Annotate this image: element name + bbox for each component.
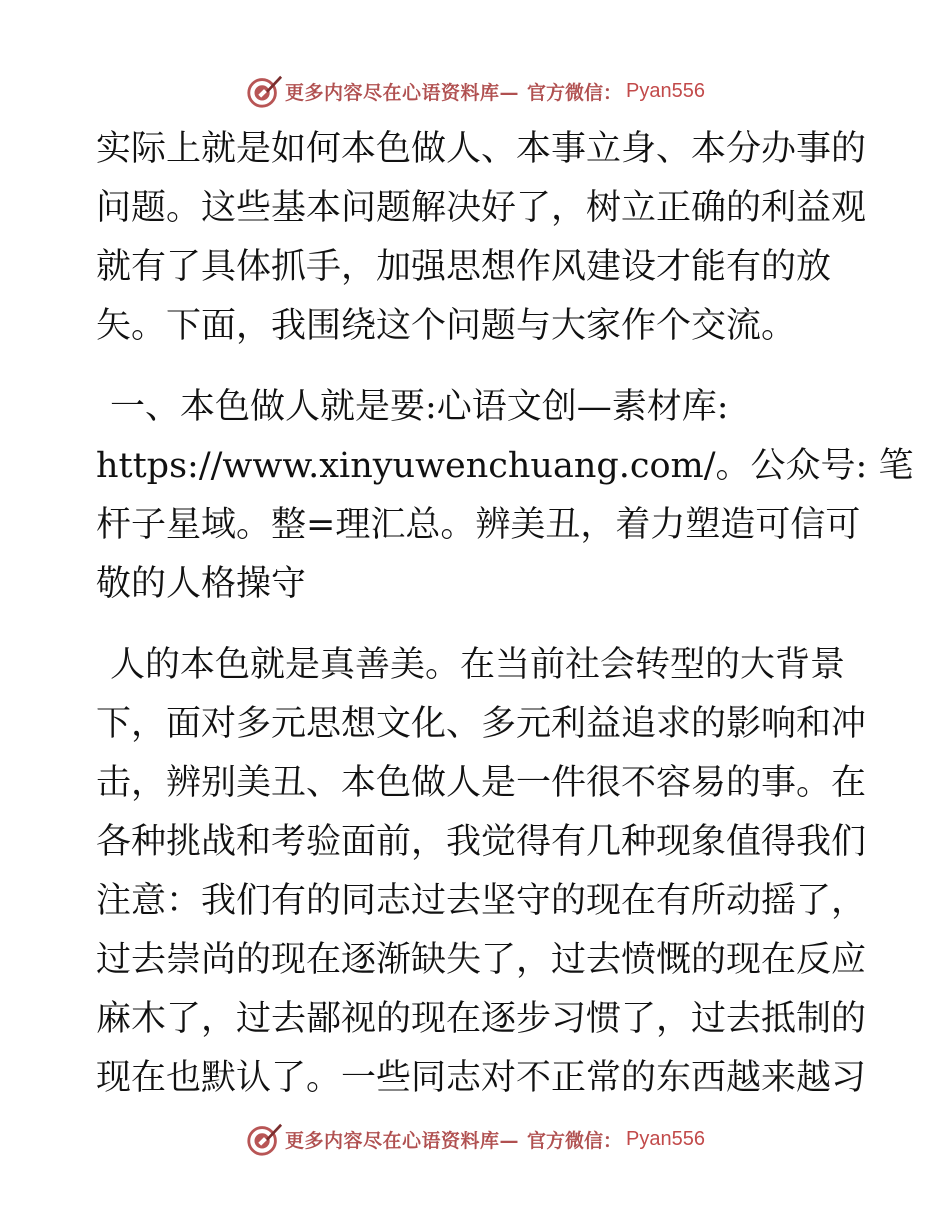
wechat-label: 官方微信： — [527, 1129, 623, 1152]
pen-logo-icon — [245, 1120, 283, 1158]
footer-banner — [0, 1119, 950, 1159]
text-line: 人的本色就是真善美。在当前社会转型的大背景 — [110, 645, 846, 685]
banner-text: 更多内容尽在心语资料库— — [285, 1129, 520, 1152]
text-line: https://www.xinyuwenchuang.com/。公众号: 笔 — [96, 446, 914, 486]
wechat-id: Pyan556 — [626, 79, 705, 102]
document-body — [96, 120, 914, 1108]
text-line: 击，辨别美丑、本色做人是一件很不容易的事。在 — [96, 763, 867, 803]
text-line: 问题。这些基本问题解决好了，树立正确的利益观 — [96, 188, 867, 228]
text-line: 就有了具体抓手，加强思想作风建设才能有的放 — [96, 247, 832, 287]
section-heading-1 — [96, 378, 914, 614]
paragraph-2 — [96, 636, 867, 1108]
text-line: 麻木了，过去鄙视的现在逐步习惯了，过去抵制的 — [96, 999, 867, 1039]
text-line: 各种挑战和考验面前，我觉得有几种现象值得我们 — [96, 822, 867, 862]
text-line: 一、本色做人就是要:心语文创—素材库: — [110, 387, 729, 427]
text-line: 实际上就是如何本色做人、本事立身、本分办事的 — [96, 129, 867, 169]
header-banner — [0, 71, 950, 111]
banner-text: 更多内容尽在心语资料库— — [285, 81, 520, 104]
pen-logo-icon — [245, 72, 283, 110]
wechat-label: 官方微信： — [527, 81, 623, 104]
text-line: 矢。下面，我围绕这个问题与大家作个交流。 — [96, 306, 797, 346]
text-line: 注意：我们有的同志过去坚守的现在有所动摇了， — [96, 881, 867, 921]
text-line: 敬的人格操守 — [96, 564, 307, 604]
text-line: 下，面对多元思想文化、多元利益追求的影响和冲 — [96, 704, 867, 744]
wechat-id: Pyan556 — [626, 1127, 705, 1150]
text-line: 现在也默认了。一些同志对不正常的东西越来越习 — [96, 1058, 867, 1098]
paragraph-1 — [96, 120, 867, 356]
text-line: 杆子星域。整=理汇总。辨美丑，着力塑造可信可 — [96, 505, 861, 545]
text-line: 过去崇尚的现在逐渐缺失了，过去愤慨的现在反应 — [96, 940, 867, 980]
